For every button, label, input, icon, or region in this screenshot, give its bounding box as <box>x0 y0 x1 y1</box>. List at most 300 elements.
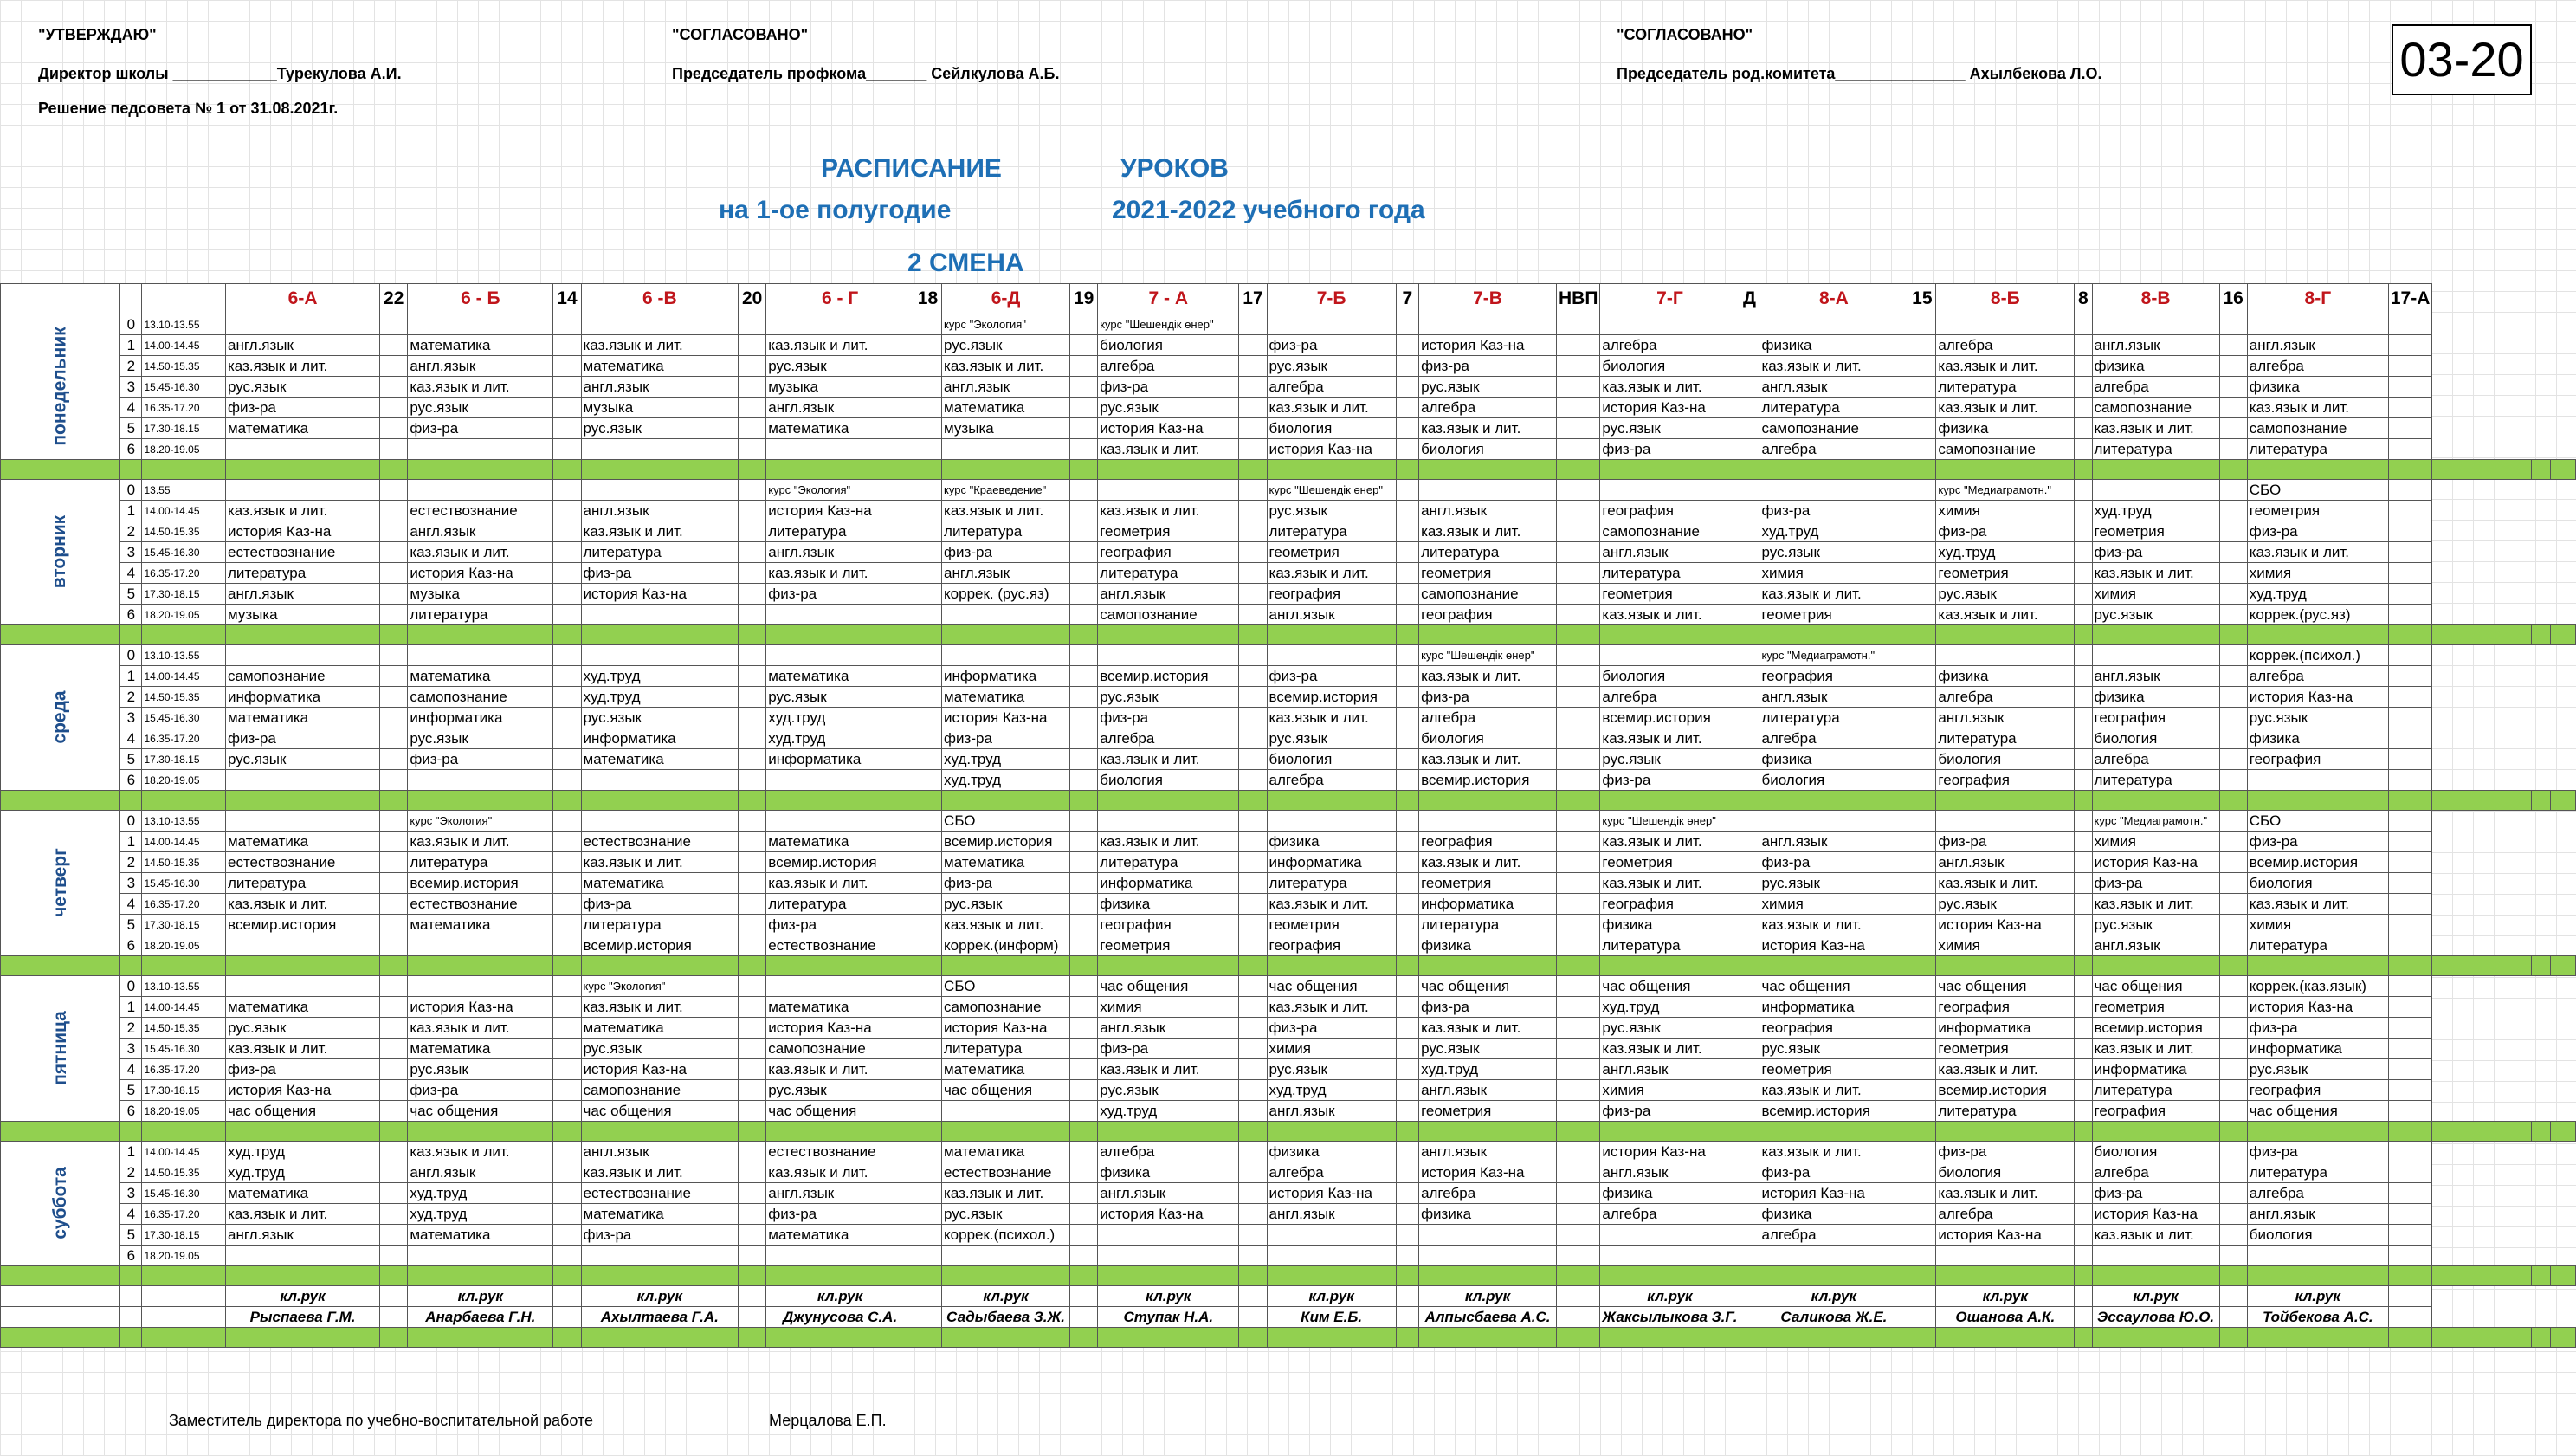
subject-cell[interactable]: химия <box>1936 935 2075 956</box>
subject-cell[interactable]: литература <box>408 605 553 625</box>
subject-cell[interactable]: математика <box>225 832 379 852</box>
subject-cell[interactable]: всемир.история <box>225 915 379 935</box>
subject-cell[interactable]: рус.язык <box>225 377 379 398</box>
subject-cell[interactable]: биология <box>1419 439 1557 460</box>
subject-cell[interactable]: англ.язык <box>942 563 1070 584</box>
subject-cell[interactable] <box>581 314 739 335</box>
subject-cell[interactable]: литература <box>1759 398 1908 418</box>
subject-cell[interactable] <box>1419 314 1557 335</box>
subject-cell[interactable] <box>2092 1246 2219 1266</box>
subject-cell[interactable]: литература <box>1267 521 1396 542</box>
subject-cell[interactable]: биология <box>2092 728 2219 749</box>
subject-cell[interactable] <box>2247 1246 2388 1266</box>
subject-cell[interactable]: естествознание <box>766 935 914 956</box>
subject-cell[interactable]: коррек.(каз.язык) <box>2247 976 2388 997</box>
subject-cell[interactable]: рус.язык <box>766 356 914 377</box>
subject-cell[interactable]: самопознание <box>2092 398 2219 418</box>
subject-cell[interactable]: алгебра <box>2092 1162 2219 1183</box>
subject-cell[interactable]: физ-ра <box>1936 832 2075 852</box>
subject-cell[interactable]: рус.язык <box>1759 1039 1908 1059</box>
subject-cell[interactable]: история Каз-на <box>1936 915 2075 935</box>
subject-cell[interactable]: рус.язык <box>408 1059 553 1080</box>
subject-cell[interactable]: геометрия <box>1267 542 1396 563</box>
subject-cell[interactable] <box>2247 314 2388 335</box>
subject-cell[interactable] <box>1267 1246 1396 1266</box>
subject-cell[interactable] <box>1419 1225 1557 1246</box>
subject-cell[interactable]: алгебра <box>2247 666 2388 687</box>
subject-cell[interactable]: англ.язык <box>408 356 553 377</box>
subject-cell[interactable]: география <box>1098 542 1239 563</box>
subject-cell[interactable]: рус.язык <box>225 1018 379 1039</box>
subject-cell[interactable] <box>2247 770 2388 791</box>
subject-cell[interactable]: каз.язык и лит. <box>1419 852 1557 873</box>
subject-cell[interactable]: англ.язык <box>1759 377 1908 398</box>
subject-cell[interactable]: математика <box>766 997 914 1018</box>
subject-cell[interactable] <box>766 439 914 460</box>
subject-cell[interactable]: каз.язык и лит. <box>225 894 379 915</box>
subject-cell[interactable]: каз.язык и лит. <box>1600 1039 1740 1059</box>
subject-cell[interactable] <box>581 645 739 666</box>
subject-cell[interactable]: англ.язык <box>1759 687 1908 708</box>
subject-cell[interactable]: худ.труд <box>581 687 739 708</box>
subject-cell[interactable]: математика <box>942 398 1070 418</box>
subject-cell[interactable]: физ-ра <box>581 563 739 584</box>
subject-cell[interactable]: физ-ра <box>1419 997 1557 1018</box>
subject-cell[interactable] <box>225 811 379 832</box>
subject-cell[interactable]: алгебра <box>2092 749 2219 770</box>
subject-cell[interactable]: англ.язык <box>1098 1018 1239 1039</box>
subject-cell[interactable]: каз.язык и лит. <box>2247 398 2388 418</box>
subject-cell[interactable]: англ.язык <box>581 377 739 398</box>
subject-cell[interactable]: биология <box>1098 335 1239 356</box>
subject-cell[interactable]: курс "Медиаграмотн." <box>1936 480 2075 501</box>
subject-cell[interactable]: англ.язык <box>942 377 1070 398</box>
subject-cell[interactable]: каз.язык и лит. <box>1759 1142 1908 1162</box>
subject-cell[interactable]: история Каз-на <box>766 501 914 521</box>
subject-cell[interactable]: физ-ра <box>942 873 1070 894</box>
subject-cell[interactable]: история Каз-на <box>581 584 739 605</box>
subject-cell[interactable]: геометрия <box>1419 563 1557 584</box>
subject-cell[interactable]: алгебра <box>1759 1225 1908 1246</box>
subject-cell[interactable]: геометрия <box>1759 605 1908 625</box>
subject-cell[interactable]: каз.язык и лит. <box>1267 563 1396 584</box>
subject-cell[interactable]: физ-ра <box>1759 1162 1908 1183</box>
subject-cell[interactable]: курс "Шешендік өнер" <box>1419 645 1557 666</box>
subject-cell[interactable]: англ.язык <box>581 1142 739 1162</box>
subject-cell[interactable]: каз.язык и лит. <box>1600 728 1740 749</box>
subject-cell[interactable]: физ-ра <box>1600 1101 1740 1122</box>
subject-cell[interactable]: англ.язык <box>1419 1142 1557 1162</box>
subject-cell[interactable]: алгебра <box>1098 728 1239 749</box>
subject-cell[interactable]: литература <box>1936 377 2075 398</box>
subject-cell[interactable]: каз.язык и лит. <box>408 1018 553 1039</box>
subject-cell[interactable] <box>766 645 914 666</box>
subject-cell[interactable]: курс "Шешендік өнер" <box>1600 811 1740 832</box>
subject-cell[interactable]: рус.язык <box>766 687 914 708</box>
subject-cell[interactable]: физ-ра <box>1759 852 1908 873</box>
subject-cell[interactable]: рус.язык <box>1267 356 1396 377</box>
subject-cell[interactable]: геометрия <box>1600 584 1740 605</box>
subject-cell[interactable] <box>408 439 553 460</box>
subject-cell[interactable]: рус.язык <box>581 418 739 439</box>
subject-cell[interactable]: музыка <box>942 418 1070 439</box>
subject-cell[interactable]: самопознание <box>1419 584 1557 605</box>
subject-cell[interactable]: алгебра <box>2247 356 2388 377</box>
subject-cell[interactable]: каз.язык и лит. <box>1759 1080 1908 1101</box>
subject-cell[interactable] <box>1098 1246 1239 1266</box>
class-name[interactable]: 6 -В <box>581 284 739 314</box>
subject-cell[interactable]: англ.язык <box>1419 501 1557 521</box>
subject-cell[interactable] <box>225 645 379 666</box>
subject-cell[interactable]: каз.язык и лит. <box>2092 1039 2219 1059</box>
subject-cell[interactable]: литература <box>2092 770 2219 791</box>
subject-cell[interactable]: рус.язык <box>1267 728 1396 749</box>
class-name[interactable]: 7-Б <box>1267 284 1396 314</box>
subject-cell[interactable]: математика <box>408 1039 553 1059</box>
subject-cell[interactable]: худ.труд <box>2092 501 2219 521</box>
subject-cell[interactable]: география <box>1936 770 2075 791</box>
subject-cell[interactable]: всемир.история <box>1600 708 1740 728</box>
subject-cell[interactable]: геометрия <box>1759 1059 1908 1080</box>
subject-cell[interactable]: худ.труд <box>581 666 739 687</box>
subject-cell[interactable]: каз.язык и лит. <box>1936 1059 2075 1080</box>
subject-cell[interactable]: рус.язык <box>1759 542 1908 563</box>
subject-cell[interactable]: физ-ра <box>1419 356 1557 377</box>
subject-cell[interactable]: естествознание <box>581 1183 739 1204</box>
subject-cell[interactable]: каз.язык и лит. <box>1267 398 1396 418</box>
subject-cell[interactable]: физика <box>1600 1183 1740 1204</box>
subject-cell[interactable]: рус.язык <box>1936 584 2075 605</box>
subject-cell[interactable]: англ.язык <box>581 501 739 521</box>
subject-cell[interactable]: геометрия <box>1936 1039 2075 1059</box>
subject-cell[interactable]: всемир.история <box>1267 687 1396 708</box>
subject-cell[interactable]: математика <box>581 749 739 770</box>
subject-cell[interactable]: химия <box>1600 1080 1740 1101</box>
subject-cell[interactable]: геометрия <box>2092 521 2219 542</box>
subject-cell[interactable] <box>581 811 739 832</box>
subject-cell[interactable]: алгебра <box>1600 687 1740 708</box>
subject-cell[interactable]: физ-ра <box>2247 832 2388 852</box>
subject-cell[interactable]: каз.язык и лит. <box>1759 356 1908 377</box>
subject-cell[interactable] <box>581 439 739 460</box>
subject-cell[interactable] <box>408 645 553 666</box>
subject-cell[interactable]: история Каз-на <box>1600 1142 1740 1162</box>
subject-cell[interactable]: математика <box>942 687 1070 708</box>
subject-cell[interactable]: каз.язык и лит. <box>942 1183 1070 1204</box>
subject-cell[interactable] <box>1936 314 2075 335</box>
subject-cell[interactable]: час общения <box>1759 976 1908 997</box>
subject-cell[interactable]: география <box>2092 1101 2219 1122</box>
subject-cell[interactable]: физ-ра <box>408 749 553 770</box>
subject-cell[interactable]: химия <box>1267 1039 1396 1059</box>
subject-cell[interactable]: худ.труд <box>408 1204 553 1225</box>
subject-cell[interactable]: курс "Экология" <box>408 811 553 832</box>
subject-cell[interactable]: физ-ра <box>581 1225 739 1246</box>
subject-cell[interactable]: литература <box>581 542 739 563</box>
subject-cell[interactable]: математика <box>942 1059 1070 1080</box>
subject-cell[interactable]: каз.язык и лит. <box>1267 997 1396 1018</box>
subject-cell[interactable]: англ.язык <box>225 1225 379 1246</box>
subject-cell[interactable]: англ.язык <box>1600 542 1740 563</box>
subject-cell[interactable]: геометрия <box>1600 852 1740 873</box>
subject-cell[interactable]: физ-ра <box>1600 770 1740 791</box>
subject-cell[interactable]: худ.труд <box>1098 1101 1239 1122</box>
subject-cell[interactable]: литература <box>1600 935 1740 956</box>
subject-cell[interactable]: коррек. (рус.яз) <box>942 584 1070 605</box>
subject-cell[interactable]: каз.язык и лит. <box>225 1204 379 1225</box>
subject-cell[interactable] <box>766 811 914 832</box>
subject-cell[interactable] <box>2092 480 2219 501</box>
subject-cell[interactable] <box>225 935 379 956</box>
class-name[interactable]: 7 - А <box>1098 284 1239 314</box>
subject-cell[interactable]: математика <box>408 1225 553 1246</box>
subject-cell[interactable]: физ-ра <box>766 1204 914 1225</box>
subject-cell[interactable]: история Каз-на <box>1759 935 1908 956</box>
subject-cell[interactable]: история Каз-на <box>1419 335 1557 356</box>
subject-cell[interactable]: час общения <box>1419 976 1557 997</box>
subject-cell[interactable]: биология <box>1267 749 1396 770</box>
subject-cell[interactable]: физ-ра <box>1759 501 1908 521</box>
subject-cell[interactable]: каз.язык и лит. <box>1419 521 1557 542</box>
subject-cell[interactable]: англ.язык <box>1600 1059 1740 1080</box>
subject-cell[interactable]: математика <box>766 666 914 687</box>
subject-cell[interactable]: алгебра <box>1419 1183 1557 1204</box>
subject-cell[interactable]: физика <box>1267 832 1396 852</box>
subject-cell[interactable] <box>766 314 914 335</box>
subject-cell[interactable]: каз.язык и лит. <box>1600 832 1740 852</box>
subject-cell[interactable]: история Каз-на <box>1267 1183 1396 1204</box>
subject-cell[interactable]: история Каз-на <box>2247 687 2388 708</box>
subject-cell[interactable]: математика <box>225 1183 379 1204</box>
subject-cell[interactable]: каз.язык и лит. <box>1759 584 1908 605</box>
subject-cell[interactable] <box>1419 811 1557 832</box>
subject-cell[interactable] <box>1759 314 1908 335</box>
subject-cell[interactable]: литература <box>2247 935 2388 956</box>
subject-cell[interactable]: физ-ра <box>1098 1039 1239 1059</box>
subject-cell[interactable]: химия <box>2247 915 2388 935</box>
subject-cell[interactable]: история Каз-на <box>1759 1183 1908 1204</box>
subject-cell[interactable] <box>766 605 914 625</box>
subject-cell[interactable] <box>1600 1225 1740 1246</box>
subject-cell[interactable]: англ.язык <box>1267 605 1396 625</box>
subject-cell[interactable]: география <box>2092 708 2219 728</box>
subject-cell[interactable]: физ-ра <box>408 418 553 439</box>
subject-cell[interactable]: худ.труд <box>2247 584 2388 605</box>
subject-cell[interactable]: алгебра <box>1267 1162 1396 1183</box>
subject-cell[interactable]: час общения <box>581 1101 739 1122</box>
subject-cell[interactable]: литература <box>225 873 379 894</box>
subject-cell[interactable]: естествознание <box>942 1162 1070 1183</box>
subject-cell[interactable]: алгебра <box>1936 335 2075 356</box>
subject-cell[interactable] <box>1098 1225 1239 1246</box>
subject-cell[interactable]: история Каз-на <box>2092 852 2219 873</box>
subject-cell[interactable]: история Каз-на <box>1600 398 1740 418</box>
subject-cell[interactable]: коррек.(рус.яз) <box>2247 605 2388 625</box>
subject-cell[interactable] <box>1759 811 1908 832</box>
subject-cell[interactable]: геометрия <box>1419 873 1557 894</box>
subject-cell[interactable]: литература <box>1419 542 1557 563</box>
subject-cell[interactable]: рус.язык <box>1098 1080 1239 1101</box>
subject-cell[interactable]: курс "Экология" <box>942 314 1070 335</box>
subject-cell[interactable]: история Каз-на <box>1419 1162 1557 1183</box>
subject-cell[interactable]: физика <box>2247 377 2388 398</box>
subject-cell[interactable]: литература <box>1267 873 1396 894</box>
subject-cell[interactable]: алгебра <box>1600 1204 1740 1225</box>
subject-cell[interactable]: алгебра <box>1267 377 1396 398</box>
subject-cell[interactable]: литература <box>1936 728 2075 749</box>
subject-cell[interactable]: рус.язык <box>942 1204 1070 1225</box>
subject-cell[interactable]: физика <box>1267 1142 1396 1162</box>
subject-cell[interactable]: худ.труд <box>1419 1059 1557 1080</box>
subject-cell[interactable] <box>408 770 553 791</box>
subject-cell[interactable]: СБО <box>942 976 1070 997</box>
subject-cell[interactable]: каз.язык и лит. <box>1267 708 1396 728</box>
subject-cell[interactable]: курс "Шешендік өнер" <box>1098 314 1239 335</box>
subject-cell[interactable]: самопознание <box>1936 439 2075 460</box>
subject-cell[interactable]: рус.язык <box>2247 1059 2388 1080</box>
subject-cell[interactable]: география <box>1267 935 1396 956</box>
subject-cell[interactable]: естествознание <box>408 501 553 521</box>
subject-cell[interactable]: каз.язык и лит. <box>766 1059 914 1080</box>
subject-cell[interactable]: физика <box>1936 418 2075 439</box>
subject-cell[interactable]: физ-ра <box>225 728 379 749</box>
subject-cell[interactable]: физ-ра <box>581 894 739 915</box>
subject-cell[interactable]: геометрия <box>1267 915 1396 935</box>
subject-cell[interactable]: химия <box>1098 997 1239 1018</box>
subject-cell[interactable]: каз.язык и лит. <box>1600 873 1740 894</box>
subject-cell[interactable]: каз.язык и лит. <box>1098 832 1239 852</box>
class-name[interactable]: 8-А <box>1759 284 1908 314</box>
subject-cell[interactable] <box>581 480 739 501</box>
subject-cell[interactable]: худ.труд <box>408 1183 553 1204</box>
subject-cell[interactable]: курс "Экология" <box>766 480 914 501</box>
subject-cell[interactable]: литература <box>1936 1101 2075 1122</box>
subject-cell[interactable]: литература <box>2247 1162 2388 1183</box>
subject-cell[interactable]: каз.язык и лит. <box>766 563 914 584</box>
subject-cell[interactable]: физ-ра <box>2092 1183 2219 1204</box>
subject-cell[interactable]: каз.язык и лит. <box>408 1142 553 1162</box>
subject-cell[interactable]: каз.язык и лит. <box>408 542 553 563</box>
subject-cell[interactable]: биология <box>1936 749 2075 770</box>
subject-cell[interactable]: информатика <box>408 708 553 728</box>
subject-cell[interactable]: музыка <box>581 398 739 418</box>
subject-cell[interactable]: каз.язык и лит. <box>581 852 739 873</box>
subject-cell[interactable]: физика <box>1419 935 1557 956</box>
subject-cell[interactable]: история Каз-на <box>1267 439 1396 460</box>
subject-cell[interactable]: математика <box>408 915 553 935</box>
subject-cell[interactable]: география <box>2247 1080 2388 1101</box>
subject-cell[interactable]: каз.язык и лит. <box>942 915 1070 935</box>
subject-cell[interactable]: англ.язык <box>2247 1204 2388 1225</box>
subject-cell[interactable]: математика <box>766 832 914 852</box>
subject-cell[interactable] <box>225 480 379 501</box>
class-name[interactable]: 6-Д <box>942 284 1070 314</box>
subject-cell[interactable]: физ-ра <box>2092 873 2219 894</box>
subject-cell[interactable] <box>1098 811 1239 832</box>
subject-cell[interactable]: курс "Шешендік өнер" <box>1267 480 1396 501</box>
subject-cell[interactable]: англ.язык <box>1600 1162 1740 1183</box>
subject-cell[interactable]: математика <box>581 1018 739 1039</box>
subject-cell[interactable]: естествознание <box>766 1142 914 1162</box>
subject-cell[interactable]: каз.язык и лит. <box>1419 418 1557 439</box>
subject-cell[interactable]: час общения <box>1267 976 1396 997</box>
subject-cell[interactable]: биология <box>2092 1142 2219 1162</box>
subject-cell[interactable]: геометрия <box>2092 997 2219 1018</box>
subject-cell[interactable]: физ-ра <box>766 584 914 605</box>
subject-cell[interactable]: литература <box>2092 439 2219 460</box>
subject-cell[interactable] <box>408 314 553 335</box>
subject-cell[interactable]: география <box>1759 1018 1908 1039</box>
subject-cell[interactable] <box>1759 1246 1908 1266</box>
subject-cell[interactable]: математика <box>581 873 739 894</box>
subject-cell[interactable]: алгебра <box>1936 687 2075 708</box>
subject-cell[interactable]: информатика <box>1098 873 1239 894</box>
subject-cell[interactable]: физ-ра <box>942 542 1070 563</box>
subject-cell[interactable]: худ.труд <box>225 1142 379 1162</box>
subject-cell[interactable] <box>942 605 1070 625</box>
subject-cell[interactable]: литература <box>408 852 553 873</box>
subject-cell[interactable]: каз.язык и лит. <box>2247 894 2388 915</box>
subject-cell[interactable]: химия <box>2247 563 2388 584</box>
subject-cell[interactable]: физ-ра <box>1936 1142 2075 1162</box>
subject-cell[interactable]: физика <box>1936 666 2075 687</box>
subject-cell[interactable]: англ.язык <box>1419 1080 1557 1101</box>
subject-cell[interactable]: англ.язык <box>2092 666 2219 687</box>
subject-cell[interactable]: информатика <box>942 666 1070 687</box>
subject-cell[interactable]: всемир.история <box>1419 770 1557 791</box>
subject-cell[interactable]: музыка <box>225 605 379 625</box>
subject-cell[interactable]: каз.язык и лит. <box>1419 666 1557 687</box>
subject-cell[interactable]: география <box>1267 584 1396 605</box>
subject-cell[interactable]: англ.язык <box>2092 335 2219 356</box>
subject-cell[interactable]: биология <box>1759 770 1908 791</box>
subject-cell[interactable]: каз.язык и лит. <box>766 335 914 356</box>
subject-cell[interactable] <box>942 645 1070 666</box>
subject-cell[interactable]: каз.язык и лит. <box>942 356 1070 377</box>
subject-cell[interactable]: самопознание <box>2247 418 2388 439</box>
subject-cell[interactable]: информатика <box>581 728 739 749</box>
subject-cell[interactable]: всемир.история <box>942 832 1070 852</box>
subject-cell[interactable]: физ-ра <box>408 1080 553 1101</box>
subject-cell[interactable]: англ.язык <box>1936 708 2075 728</box>
subject-cell[interactable]: самопознание <box>225 666 379 687</box>
subject-cell[interactable]: история Каз-на <box>225 1080 379 1101</box>
subject-cell[interactable] <box>1419 480 1557 501</box>
class-name[interactable]: 7-В <box>1419 284 1557 314</box>
subject-cell[interactable]: каз.язык и лит. <box>1936 1183 2075 1204</box>
subject-cell[interactable]: рус.язык <box>1419 1039 1557 1059</box>
subject-cell[interactable]: час общения <box>1936 976 2075 997</box>
subject-cell[interactable]: алгебра <box>1098 356 1239 377</box>
subject-cell[interactable]: информатика <box>2092 1059 2219 1080</box>
subject-cell[interactable]: информатика <box>1936 1018 2075 1039</box>
subject-cell[interactable]: худ.труд <box>942 749 1070 770</box>
subject-cell[interactable]: химия <box>2092 584 2219 605</box>
subject-cell[interactable]: англ.язык <box>1936 852 2075 873</box>
subject-cell[interactable]: география <box>2247 749 2388 770</box>
subject-cell[interactable]: каз.язык и лит. <box>408 832 553 852</box>
subject-cell[interactable] <box>225 314 379 335</box>
subject-cell[interactable]: каз.язык и лит. <box>225 1039 379 1059</box>
subject-cell[interactable]: англ.язык <box>1267 1204 1396 1225</box>
subject-cell[interactable]: каз.язык и лит. <box>1600 605 1740 625</box>
subject-cell[interactable] <box>766 770 914 791</box>
subject-cell[interactable]: математика <box>942 852 1070 873</box>
subject-cell[interactable]: всемир.история <box>581 935 739 956</box>
subject-cell[interactable]: литература <box>766 894 914 915</box>
subject-cell[interactable] <box>942 439 1070 460</box>
subject-cell[interactable]: рус.язык <box>581 708 739 728</box>
